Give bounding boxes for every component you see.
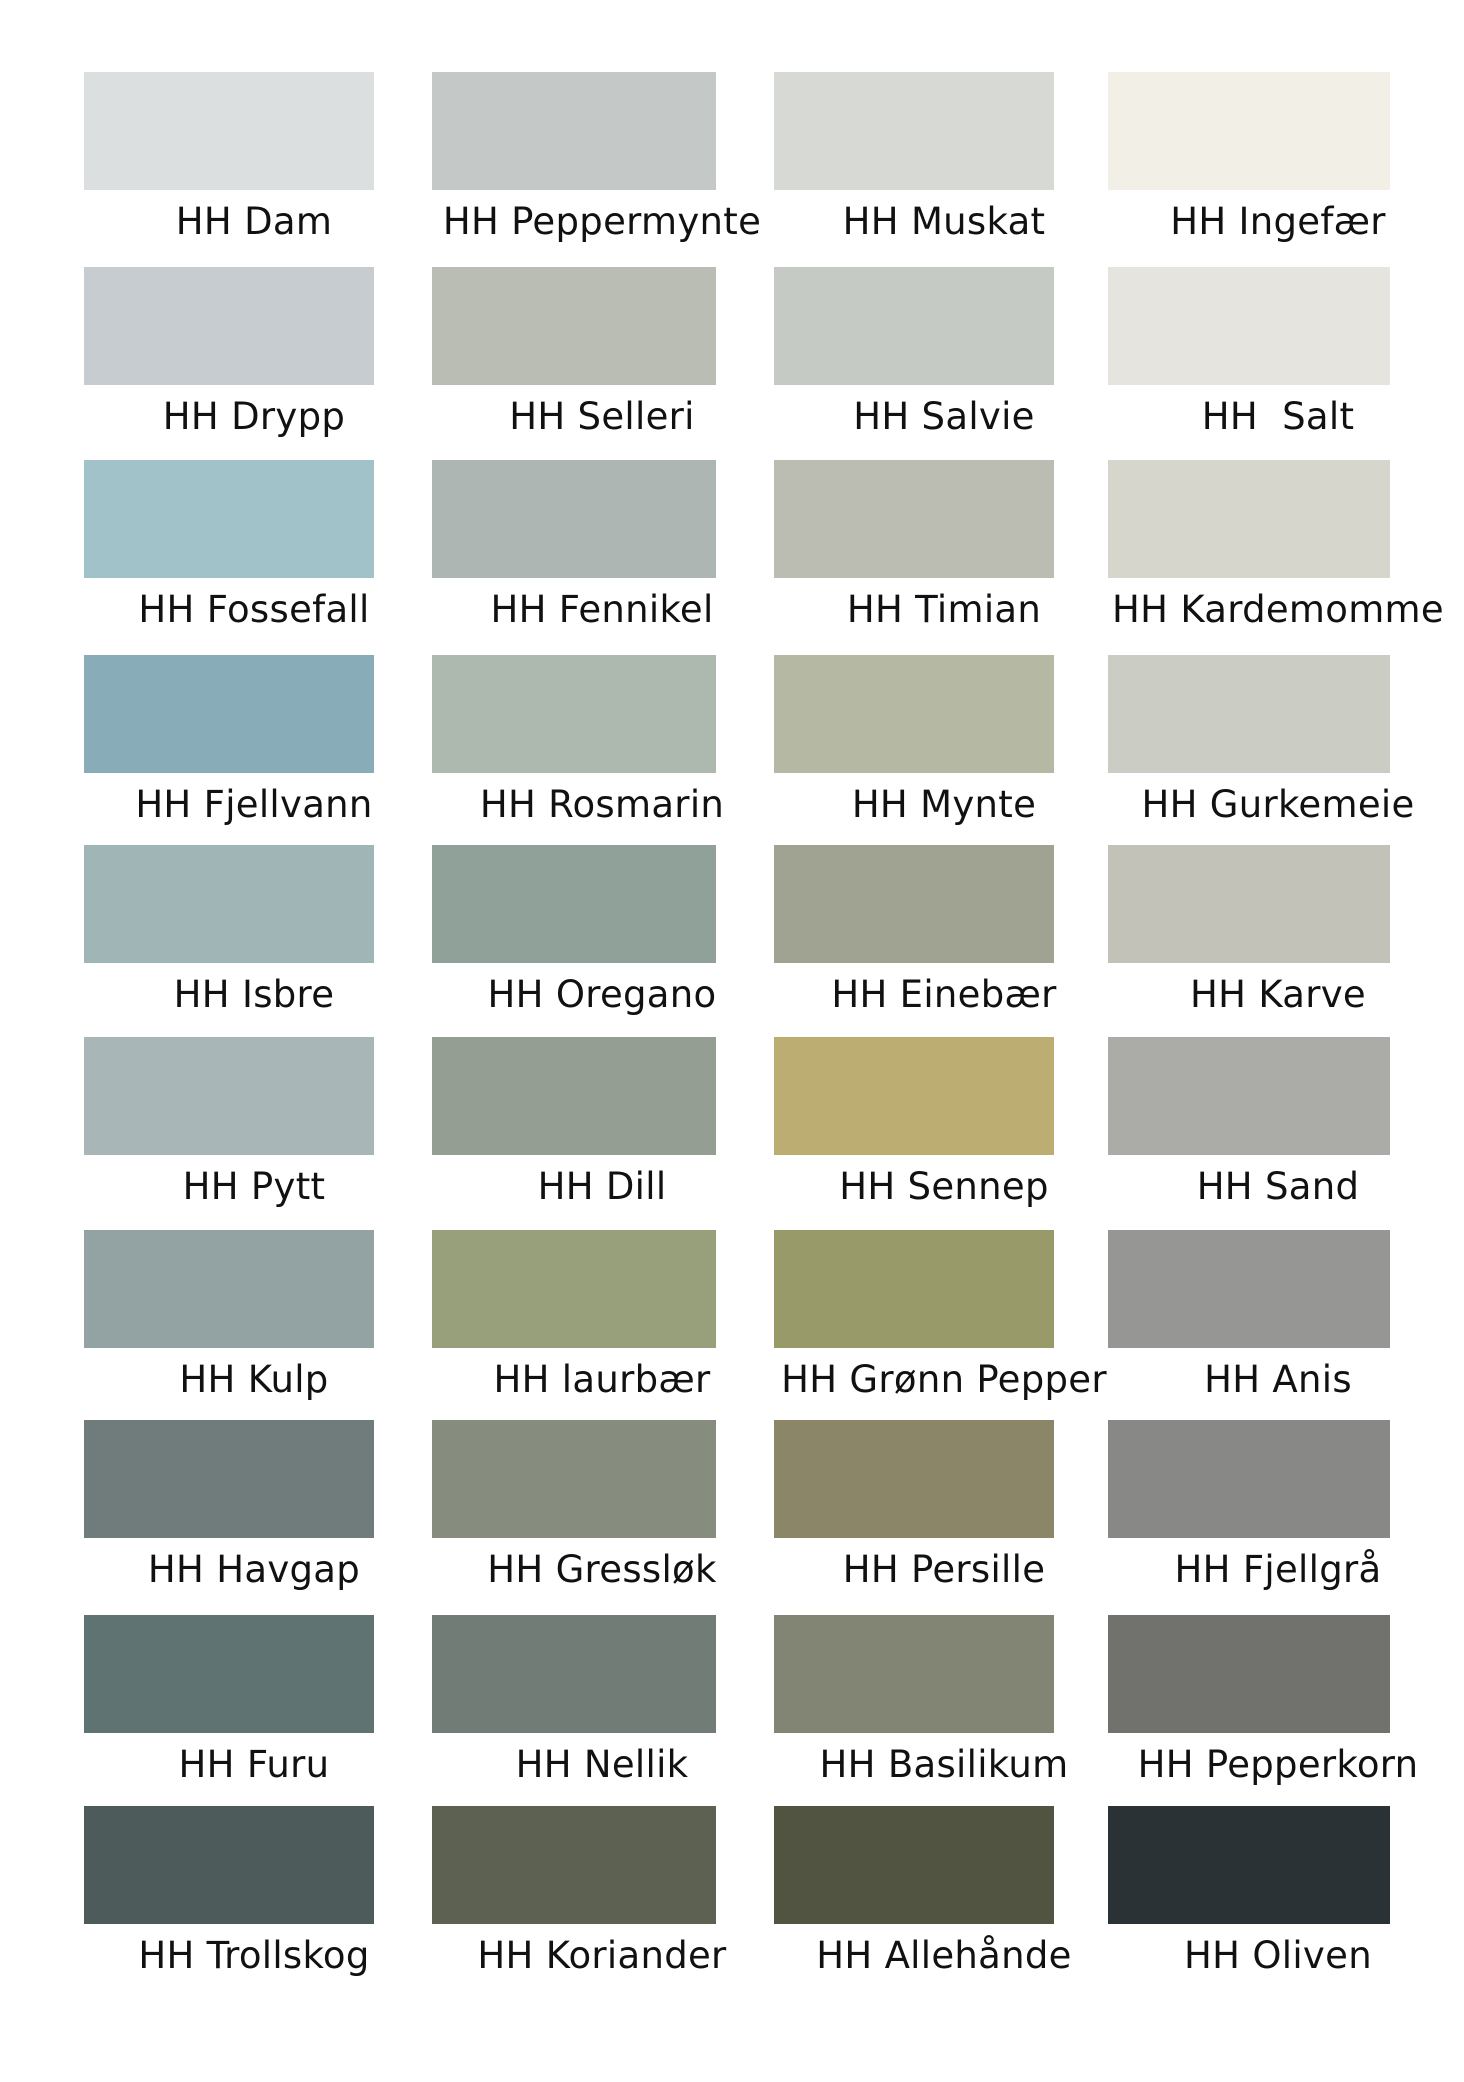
color-swatch bbox=[432, 72, 716, 190]
swatch-label: HH Trollskog bbox=[138, 1934, 370, 1977]
swatch-label: HH Basilikum bbox=[819, 1743, 1069, 1786]
swatch-card bbox=[84, 845, 424, 1035]
color-swatch bbox=[432, 1420, 716, 1538]
color-swatch bbox=[432, 845, 716, 963]
color-swatch bbox=[84, 1806, 374, 1924]
swatch-label: HH Kardemomme bbox=[1112, 588, 1444, 631]
swatch-label: HH Nellik bbox=[515, 1743, 689, 1786]
swatch-card bbox=[1108, 655, 1448, 845]
color-swatch bbox=[774, 267, 1054, 385]
swatch-card bbox=[1108, 72, 1448, 262]
color-swatch bbox=[1108, 1806, 1390, 1924]
swatch-card bbox=[774, 267, 1114, 457]
swatch-label: HH Salvie bbox=[853, 395, 1035, 438]
color-swatch bbox=[84, 1230, 374, 1348]
swatch-card bbox=[1108, 845, 1448, 1035]
swatch-label: HH Havgap bbox=[147, 1548, 361, 1591]
swatch-label: HH Fjellgrå bbox=[1174, 1548, 1382, 1591]
swatch-label: HH Pepperkorn bbox=[1137, 1743, 1419, 1786]
color-swatch bbox=[1108, 460, 1390, 578]
color-swatch bbox=[1108, 1037, 1390, 1155]
swatch-label: HH Rosmarin bbox=[479, 783, 725, 826]
swatch-card bbox=[432, 1037, 772, 1227]
swatch-label: HH Fossefall bbox=[138, 588, 370, 631]
color-swatch bbox=[774, 1615, 1054, 1733]
swatch-label: HH Koriander bbox=[477, 1934, 727, 1977]
swatch-card bbox=[432, 1806, 772, 1996]
swatch-card bbox=[774, 655, 1114, 845]
swatch-card bbox=[84, 72, 424, 262]
swatch-label: HH Gurkemeie bbox=[1141, 783, 1415, 826]
swatch-label: HH Kulp bbox=[179, 1358, 329, 1401]
color-swatch bbox=[1108, 1230, 1390, 1348]
swatch-label: HH Fjellvann bbox=[135, 783, 373, 826]
color-swatch bbox=[774, 72, 1054, 190]
swatch-label: HH Allehånde bbox=[816, 1934, 1072, 1977]
swatch-label: HH Furu bbox=[178, 1743, 330, 1786]
swatch-label: HH Anis bbox=[1204, 1358, 1352, 1401]
swatch-label: HH Dam bbox=[175, 200, 333, 243]
swatch-card bbox=[84, 1230, 424, 1420]
swatch-card bbox=[432, 1420, 772, 1610]
color-swatch bbox=[1108, 655, 1390, 773]
swatch-label: HH Drypp bbox=[162, 395, 346, 438]
swatch-card bbox=[84, 267, 424, 457]
color-swatch bbox=[432, 1037, 716, 1155]
swatch-label: HH Grønn Pepper bbox=[781, 1358, 1107, 1401]
color-swatch bbox=[432, 1615, 716, 1733]
swatch-card bbox=[1108, 1615, 1448, 1805]
color-swatch bbox=[1108, 845, 1390, 963]
color-swatch bbox=[84, 267, 374, 385]
swatch-card bbox=[774, 1037, 1114, 1227]
swatch-card bbox=[84, 1806, 424, 1996]
swatch-card bbox=[432, 72, 772, 262]
swatch-card bbox=[432, 460, 772, 650]
swatch-card bbox=[432, 1230, 772, 1420]
swatch-label: HH Dill bbox=[537, 1165, 667, 1208]
color-swatch bbox=[1108, 1615, 1390, 1733]
color-swatch bbox=[774, 1037, 1054, 1155]
swatch-label: HH Peppermynte bbox=[442, 200, 762, 243]
swatch-label: HH Isbre bbox=[173, 973, 335, 1016]
color-swatch bbox=[432, 1230, 716, 1348]
swatch-label: HH Sennep bbox=[839, 1165, 1049, 1208]
swatch-label: HH Timian bbox=[846, 588, 1042, 631]
swatch-card bbox=[84, 1037, 424, 1227]
swatch-card bbox=[84, 655, 424, 845]
swatch-card bbox=[84, 1420, 424, 1610]
color-swatch bbox=[1108, 267, 1390, 385]
color-swatch bbox=[84, 1615, 374, 1733]
swatch-card bbox=[774, 845, 1114, 1035]
swatch-card bbox=[1108, 1420, 1448, 1610]
swatch-label: HH Mynte bbox=[851, 783, 1037, 826]
swatch-label: HH Sand bbox=[1196, 1165, 1360, 1208]
swatch-card bbox=[84, 460, 424, 650]
swatch-label: HH Muskat bbox=[842, 200, 1046, 243]
color-swatch bbox=[1108, 1420, 1390, 1538]
color-swatch bbox=[84, 845, 374, 963]
swatch-label: HH Persille bbox=[842, 1548, 1046, 1591]
color-swatch bbox=[774, 1806, 1054, 1924]
color-swatch bbox=[84, 655, 374, 773]
swatch-card bbox=[774, 1420, 1114, 1610]
color-swatch bbox=[774, 1230, 1054, 1348]
swatch-card bbox=[774, 72, 1114, 262]
color-swatch bbox=[84, 1420, 374, 1538]
color-swatch bbox=[432, 267, 716, 385]
swatch-label: HH Karve bbox=[1190, 973, 1366, 1016]
swatch-label: HH Selleri bbox=[509, 395, 695, 438]
color-swatch bbox=[432, 460, 716, 578]
swatch-card bbox=[1108, 1806, 1448, 1996]
color-swatch bbox=[774, 845, 1054, 963]
swatch-card bbox=[84, 1615, 424, 1805]
swatch-card bbox=[432, 1615, 772, 1805]
swatch-card bbox=[1108, 267, 1448, 457]
swatch-label: HH Salt bbox=[1201, 395, 1355, 438]
swatch-label: HH Oregano bbox=[487, 973, 717, 1016]
color-swatch bbox=[1108, 72, 1390, 190]
color-swatch bbox=[84, 72, 374, 190]
color-swatch bbox=[774, 460, 1054, 578]
color-swatch bbox=[432, 1806, 716, 1924]
swatch-label: HH Fennikel bbox=[490, 588, 714, 631]
swatch-card bbox=[774, 1806, 1114, 1996]
swatch-card bbox=[774, 1615, 1114, 1805]
swatch-label: HH Einebær bbox=[831, 973, 1057, 1016]
swatch-card bbox=[1108, 1230, 1448, 1420]
swatch-label: HH laurbær bbox=[493, 1358, 711, 1401]
swatch-label: HH Gressløk bbox=[487, 1548, 717, 1591]
color-swatch bbox=[84, 1037, 374, 1155]
color-swatch bbox=[774, 655, 1054, 773]
swatch-card bbox=[1108, 1037, 1448, 1227]
swatch-card bbox=[432, 845, 772, 1035]
swatch-card bbox=[432, 267, 772, 457]
swatch-label: HH Oliven bbox=[1184, 1934, 1372, 1977]
color-swatch bbox=[84, 460, 374, 578]
swatch-label: HH Ingefær bbox=[1170, 200, 1386, 243]
color-swatch bbox=[774, 1420, 1054, 1538]
swatch-label: HH Pytt bbox=[182, 1165, 326, 1208]
swatch-card bbox=[774, 1230, 1114, 1420]
swatch-card bbox=[432, 655, 772, 845]
swatch-card bbox=[1108, 460, 1448, 650]
color-swatch bbox=[432, 655, 716, 773]
swatch-card bbox=[774, 460, 1114, 650]
